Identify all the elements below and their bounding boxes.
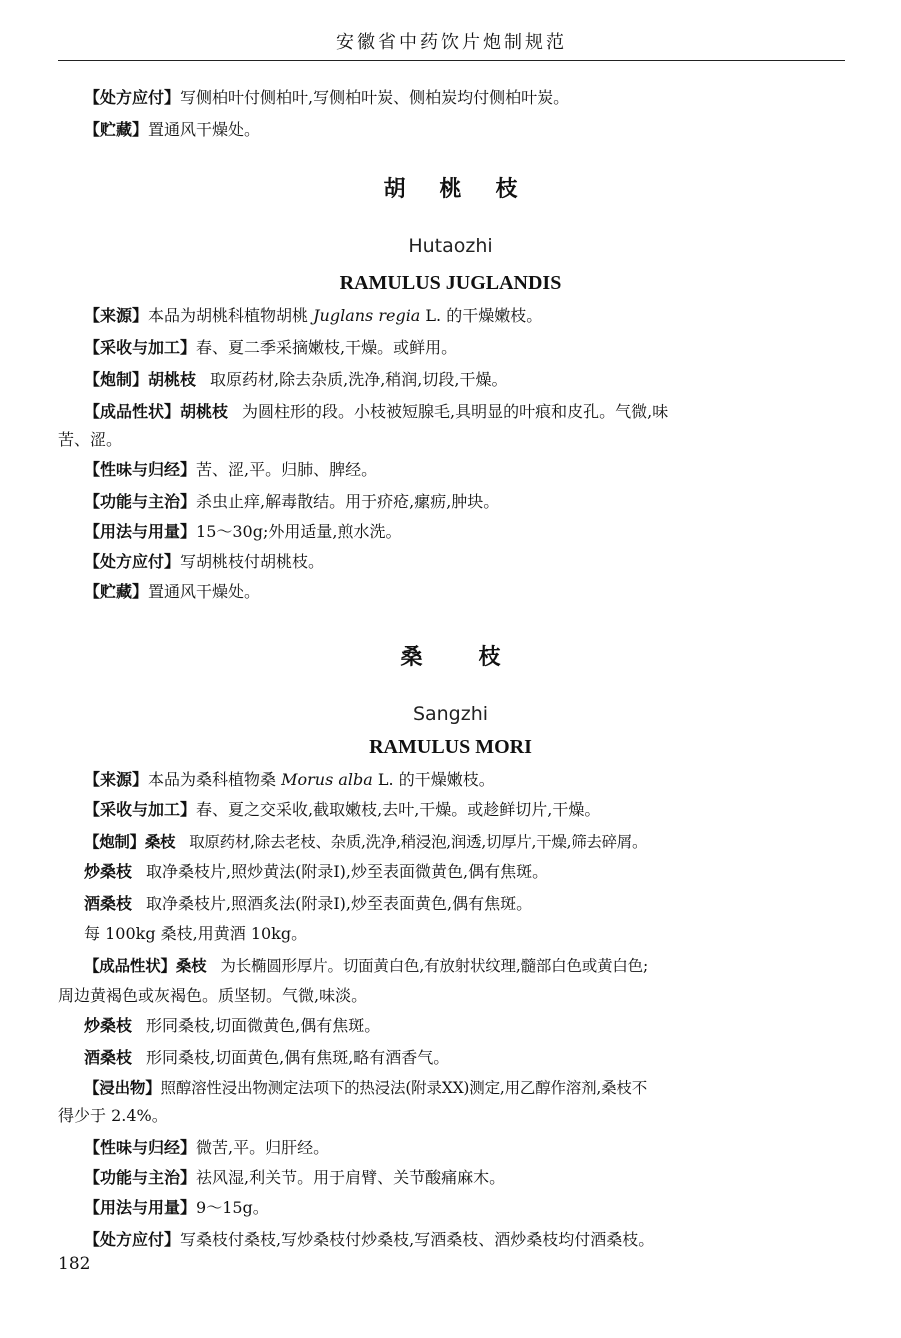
source-text: 本品为胡桃科植物胡桃 — [148, 306, 314, 325]
character-tag: 胡桃枝 — [180, 402, 229, 421]
sangzhi-extract-cont: 得少于 2.4%。 — [58, 1106, 168, 1125]
source-text-end: L. 的干燥嫩枝。 — [420, 306, 543, 325]
page-number: 182 — [58, 1254, 91, 1274]
taste-text: 微苦,平。归肝经。 — [196, 1138, 330, 1157]
hutaozhi-pinyin: Hutaozhi — [408, 235, 493, 257]
hutaozhi-processing-line — [84, 368, 507, 392]
source-label: 【来源】 — [84, 306, 149, 325]
sangzhi-processing-line — [84, 830, 647, 854]
sangzhi-rx-line — [84, 1228, 654, 1252]
source-latin: Juglans regia — [313, 306, 421, 325]
hutaozhi-function-line — [84, 490, 499, 514]
processing-text: 取原药材,除去老枝、杂质,洗净,稍浸泡,润透,切厚片,干燥,筛去碎屑。 — [189, 833, 648, 851]
header-rule — [58, 60, 845, 61]
taste-label: 【性味与归经】 — [84, 1138, 197, 1157]
source-latin: Morus alba — [281, 770, 373, 789]
sangzhi-title: 桑枝 — [400, 645, 557, 670]
sangzhi-latin-name: RAMULUS MORI — [369, 736, 532, 758]
hutaozhi-source-line — [84, 304, 542, 328]
storage-label: 【贮藏】 — [84, 120, 149, 139]
hutaozhi-rx-line — [84, 550, 324, 574]
source-text-end: L. 的干燥嫩枝。 — [372, 770, 495, 789]
taste-label: 【性味与归经】 — [84, 460, 197, 479]
processing-jiu-text: 取净桑枝片,照酒炙法(附录Ⅰ),炒至表面黄色,偶有焦斑。 — [146, 894, 533, 913]
dosage-label: 【用法与用量】 — [84, 1198, 197, 1217]
prev-storage-line — [84, 118, 260, 142]
prev-rx-line — [84, 86, 569, 110]
sangzhi-wine-ratio: 每 100kg 桑枝,用黄酒 10kg。 — [84, 924, 308, 943]
character-tag: 桑枝 — [175, 957, 207, 975]
harvest-label: 【采收与加工】 — [84, 338, 197, 357]
processing-text: 取原药材,除去杂质,洗净,稍润,切段,干燥。 — [210, 370, 508, 389]
hutaozhi-character-line — [84, 400, 668, 424]
processing-chao-tag: 炒桑枝 — [84, 862, 133, 881]
harvest-text: 春、夏之交采收,截取嫩枝,去叶,干燥。或趁鲜切片,干燥。 — [196, 800, 601, 819]
sangzhi-harvest-line — [84, 798, 600, 822]
processing-tag: 胡桃枝 — [148, 370, 197, 389]
harvest-text: 春、夏二季采摘嫩枝,干燥。或鲜用。 — [196, 338, 458, 357]
source-text: 本品为桑科植物桑 — [148, 770, 282, 789]
dosage-text: 9～15g。 — [196, 1198, 269, 1217]
function-label: 【功能与主治】 — [84, 1168, 197, 1187]
sangzhi-character-line — [84, 954, 648, 978]
extract-text: 照醇溶性浸出物测定法项下的热浸法(附录ⅩⅩ)测定,用乙醇作溶剂,桑枝不 — [160, 1079, 648, 1097]
storage-label: 【贮藏】 — [84, 582, 149, 601]
taste-text: 苦、涩,平。归肺、脾经。 — [196, 460, 378, 479]
storage-text: 置通风干燥处。 — [148, 120, 261, 139]
sangzhi-pinyin: Sangzhi — [412, 703, 489, 725]
rx-text: 写桑枝付桑枝,写炒桑枝付炒桑枝,写酒桑枝、酒炒桑枝均付酒桑枝。 — [180, 1230, 655, 1249]
sangzhi-source-line — [84, 768, 495, 792]
character-chao-tag: 炒桑枝 — [84, 1016, 133, 1035]
function-label: 【功能与主治】 — [84, 492, 197, 511]
processing-label: 【炮制】 — [84, 833, 145, 851]
extract-label: 【浸出物】 — [84, 1079, 161, 1097]
sangzhi-processing-chao-line — [84, 860, 548, 884]
character-jiu-text: 形同桑枝,切面黄色,偶有焦斑,略有酒香气。 — [146, 1048, 450, 1067]
hutaozhi-harvest-line — [84, 336, 457, 360]
source-label: 【来源】 — [84, 770, 149, 789]
character-label: 【成品性状】 — [84, 402, 181, 421]
rx-label: 【处方应付】 — [84, 1230, 181, 1249]
character-jiu-tag: 酒桑枝 — [84, 1048, 133, 1067]
processing-tag: 桑枝 — [144, 833, 176, 851]
character-chao-text: 形同桑枝,切面微黄色,偶有焦斑。 — [146, 1016, 381, 1035]
character-label: 【成品性状】 — [84, 957, 176, 975]
hutaozhi-latin-name: RAMULUS JUGLANDIS — [339, 272, 562, 294]
dosage-text: 15～30g;外用适量,煎水洗。 — [196, 522, 402, 541]
rx-text: 写侧柏叶付侧柏叶,写侧柏叶炭、侧柏炭均付侧柏叶炭。 — [180, 88, 570, 107]
rx-label: 【处方应付】 — [84, 552, 181, 571]
hutaozhi-character-cont: 苦、涩。 — [58, 430, 123, 449]
rx-label: 【处方应付】 — [84, 88, 181, 107]
processing-jiu-tag: 酒桑枝 — [84, 894, 133, 913]
hutaozhi-dosage-line — [84, 520, 401, 544]
storage-text: 置通风干燥处。 — [148, 582, 261, 601]
sangzhi-extract-line — [84, 1076, 647, 1100]
hutaozhi-title: 胡桃枝 — [383, 177, 552, 202]
sangzhi-character-cont: 周边黄褐色或灰褐色。质坚韧。气微,味淡。 — [58, 986, 368, 1005]
character-text: 为圆柱形的段。小枝被短腺毛,具明显的叶痕和皮孔。气微,味 — [242, 402, 669, 421]
sangzhi-character-chao-line — [84, 1014, 380, 1038]
hutaozhi-storage-line — [84, 580, 260, 604]
dosage-label: 【用法与用量】 — [84, 522, 197, 541]
hutaozhi-taste-line — [84, 458, 377, 482]
sangzhi-function-line — [84, 1166, 505, 1190]
sangzhi-character-jiu-line — [84, 1046, 449, 1070]
function-text: 祛风湿,利关节。用于肩臂、关节酸痛麻木。 — [196, 1168, 506, 1187]
sangzhi-dosage-line — [84, 1196, 269, 1220]
harvest-label: 【采收与加工】 — [84, 800, 197, 819]
function-text: 杀虫止痒,解毒散结。用于疥疮,瘰疬,肿块。 — [196, 492, 500, 511]
rx-text: 写胡桃枝付胡桃枝。 — [180, 552, 325, 571]
processing-label: 【炮制】 — [84, 370, 149, 389]
sangzhi-taste-line — [84, 1136, 329, 1160]
running-header: 安徽省中药饮片炮制规范 — [336, 32, 567, 53]
character-text: 为长椭圆形厚片。切面黄白色,有放射状纹理,髓部白色或黄白色; — [220, 957, 649, 975]
sangzhi-processing-jiu-line — [84, 892, 532, 916]
processing-chao-text: 取净桑枝片,照炒黄法(附录Ⅰ),炒至表面微黄色,偶有焦斑。 — [146, 862, 549, 881]
